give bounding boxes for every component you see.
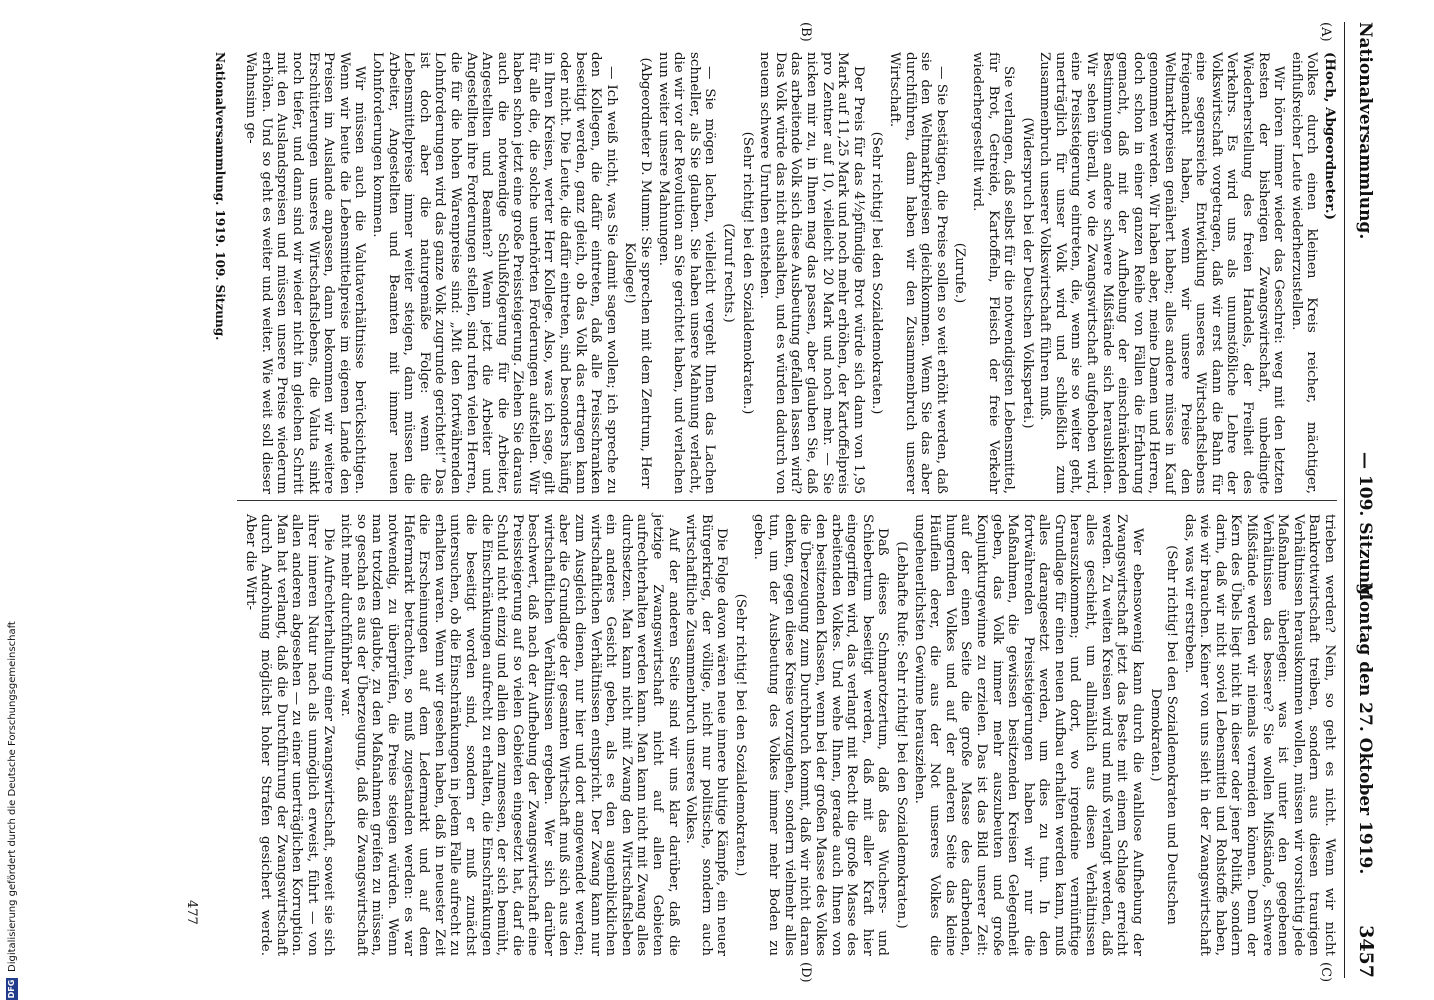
page-number: 3457 <box>1355 925 1377 978</box>
margin-mark-c: (C) <box>1318 962 1333 983</box>
header-rule <box>1344 22 1345 978</box>
paragraph: Wer ebensowenig kann durch die wahllose Aufhebung der Zwangswirtschaft jetzt das Beste mit einem Schlage erreicht werden. Zu weiten Kreisen wird und muß verlangt werden, daß alles geschieht, um allmählich aus diesen Verhältnissen herauszukommen; und dort, wo irgendeine vernünftige Grundlage für einen neuen Aufbau erhalten werden kann, muß alles darangesetzt werden, um dies zu tun. In den fortwährenden Preissteigerungen haben wir nur die Maßnahmen, die gewissen besitzenden Kreisen Gelegenheit geben, das Volk immer mehr auszubeuten und große Konjunkturgewinne zu erzielen. Das ist das Bild unserer Zeit: auf der einen Seite die große Masse des darbenden, hungernden Volkes und auf der anderen Seite das kleine Häuflein derer, die aus der Not unseres Volkes die ungeheuerlichsten Gewinne herausziehen. <box>911 514 1145 956</box>
paragraph: Die Aufrechterhaltung einer Zwangswirtschaft, soweit sie sich ihrer inneren Natur nach als unmöglich erweist, führt — von allen anderen abgesehen — zu einer unerträglichen Korruption. Man hat verlangt, daß die Durchführung der Zwangswirtschaft durch Androhung möglichst hoher Strafen gesichert werde. Aber die Wirt- <box>242 514 336 956</box>
interjection: (Zurufe.) <box>952 242 968 304</box>
interjection: (Abgeordneter D. Mumm: Sie sprechen mit dem Zentrum, Herr Kollege!) <box>622 57 654 489</box>
paragraph: Daß dieses Schmarotzertum, daß das Wuchers- und Schiebertum beseitigt werden, daß mit aller Kraft hier eingegriffen wird, das verlangt mit Recht die große Masse des arbeitenden Volkes. Und wehe Ihnen, gerade auch Ihnen von den besitzenden Klassen, wenn bei der großen Masse des Volkes die Überzeugung zum Durchbruch kommt, daß wir nicht daran denken, gegen diese Kreise vorzugehen, sondern vielmehr alles tun, um der Ausbeutung des Volkes immer mehr Boden zu geben. <box>750 514 891 956</box>
dfg-logo-icon: DFG <box>7 979 16 999</box>
interjection: (Lebhafte Rufe: Sehr richtig! bei den Sozialdemokraten.) <box>893 541 909 929</box>
paragraph: Der Preis für das 4½pfündige Brot würde sich dann von 1,95 Mark auf 11,25 Mark und noch mehr erhöhen, der Kartoffelpreis pro Zentner auf 10, vielleicht 20 Mark und noch mehr. — Sie nicken mir zu, in Ihnen mag das passen, aber glauben Sie, daß das arbeitende Volk sich diese Ausbeutung gefallen lassen wird? Das Volk würde das nicht aushalten, und es würden dadurch von neuem schwere Unruhen entstehen. <box>757 52 866 494</box>
paragraph: trieben werden? Nein, so geht es nicht. Wenn wir nicht Bankrottwirtschaft treiben, sondern aus diesen traurigen Verhältnissen herauskommen wollen, müssen wir vorsichtig jede Maßnahme überlegen: was ist unter den gegebenen Verhältnissen das bessere? Sie wollen Mißstände, schwere Mißstände werden wir niemals vermeiden können. Denn der Kern des Übels liegt nicht in dieser oder jener Politik, sondern darin, daß wir nicht soviel Lebensmittel und Rohstoffe haben, wie wir brauchen. Keiner von uns sieht in der Zwangswirtschaft das, was wir erstreben. <box>1181 514 1337 956</box>
interjection: (Zuruf rechts.) <box>721 223 737 323</box>
paragraph: — Ich weiß nicht, was Sie damit sagen wollen; ich spreche zu den Kollegen, die dafür eintreten, daß alle Preisschranken beseitigt werden, ganz gleich, ob das Volk das ertragen kann oder nicht. Die Leute, die dafür eintreten, sind besonders häufig in Ihren Kreisen, werter Herr Kollege. Also, was ich sage, gilt für alle die, die solche unerhörten Forderungen aufstellen. Wir haben schon jetzt eine große Preissteigerung. Ziehen Sie daraus auch die notwendige Schlußfolgerung für die Arbeiter, Angestellten und Beamten? Wenn jetzt die Arbeiter und Angestellten ihre Forderungen stellen, sind rufen vielen Herren, die für die hohen Warenpreise sind: „Mit den fortwährenden Lohnforderungen wird das ganze Volk zugrunde gerichtet!“ Das ist doch aber die naturgemäße Folge: wenn die Lebensmittelpreise immer weiter steigen, dann müssen die Arbeiter, Angestellten und Beamten mit immer neuen Lohnforderungen kommen. <box>369 52 619 494</box>
page-footer: Nationalversammlung. 1919. 109. Sitzung. <box>213 52 227 341</box>
header-title: Nationalversammlung. <box>1355 22 1375 240</box>
right-column <box>240 514 1337 956</box>
page-header <box>1347 22 1381 978</box>
footer-page-number: 477 <box>184 900 199 925</box>
paragraph: Die Folge davon wären neue innere blutige Kämpfe, ein neuer Bürgerkrieg, der völlige, nicht nur politische, sondern auch wirtschaftliche Zusammenbruch unseres Volkes. <box>683 514 730 956</box>
speaker-line: (Hoch, Abgeordneter.) <box>1322 52 1338 220</box>
paragraph: — Sie bestätigen, die Preise sollen so weit erhöht werden, daß sie den Weltmarktpreisen gleichkommen. Wenn Sie das aber durchführen, dann haben wir den Zusammenbruch unserer Wirtschaft. <box>886 52 949 494</box>
margin-mark-b: (B) <box>798 22 813 42</box>
interjection: (Sehr richtig! bei den Sozialdemokraten.) <box>739 131 755 415</box>
interjection: (Sehr richtig! bei den Sozialdemokraten.) <box>869 131 885 415</box>
sidebar-text: Digitalisierung gefördert durch die Deutsche Forschungsgemeinschaft <box>6 621 18 972</box>
header-session: — 109. Sitzung. <box>1355 452 1375 602</box>
left-column <box>241 52 1337 494</box>
paragraph: Wir müssen auch die Valutaverhältnisse berücksichtigen. Wenn wir heute die Lebensmittelpreise im eigenen Lande den Preisen im Auslande anpassen, dann bekommen wir weitere Erschütterungen unseres Wirtschaftslebens, die Valuta sinkt noch tiefer, und dann sind wir wieder nicht im gleichen Schritt mit den Auslandspreisen und müssen unsere Preise wiederum erhöhen. Und so geht es weiter und weiter. Wie weit soll dieser Wahnsinn ge- <box>243 52 368 494</box>
digitization-sidebar <box>4 600 20 1000</box>
margin-mark-d: (D) <box>798 962 813 983</box>
column-divider <box>237 500 1337 501</box>
interjection: (Sehr richtig! bei den Sozialdemokraten und Deutschen Demokraten.) <box>1148 545 1180 925</box>
paragraph: Sie verlangen, daß selbst für die notwendigsten Lebensmittel, für Brot, Getreide, Kartoffeln, Fleisch der freie Verkehr wiederhergestellt wird. <box>969 52 1017 494</box>
paragraph: Auf der anderen Seite sind wir uns klar darüber, daß die jetzige Zwangswirtschaft nicht auf allen Gebieten aufrechterhalten werden kann. Man kann nicht mit Zwang alles durchsetzen. Man kann nicht mit Zwang den Wirtschaftsleben ein anderes Gesicht geben, als es den augenblicklichen wirtschaftlichen Verhältnissen entspricht. Der Zwang kann nur zum Ausgleich dienen, nur hier und dort angewendet werden; aber die Grundlage der gesamten Wirtschaft muß sich aus den wirtschaftlichen Verhältnissen ergeben. Wer sich darüber beschwert, daß nach der Aufhebung der Zwangswirtschaft eine Preissteigerung auf so vielen Gebieten eingesetzt hat, darf die Schuld nicht einzig und allein dem zumessen, der sich bemüht, die Einschränkungen aufrecht zu erhalten, die Einschränkungen die beseitigt worden sind, sondern er muß zunächst untersuchen, ob die Einschränkungen in jedem Falle aufrecht zu erhalten waren. Wenn wir gesehen haben, daß in neuester Zeit die Erscheinungen auf dem Ledermarkt und auf dem Hafermarkt betrachten, so muß zugestanden werden: es war notwendig, zu überprüfen, die Preise steigen würden. Wenn man trotzdem glaubte, zu den Maßnahmen greifen zu müssen, so geschah es aus der Überzeugung, daß die Zwangswirtschaft nicht mehr durchführbar war. <box>338 514 681 956</box>
header-date: Montag den 27. Oktober 1919. <box>1355 582 1375 875</box>
rotated-page <box>65 0 1385 1000</box>
interjection: (Widerspruch bei der Deutschen Volkspartei.) <box>1019 117 1035 429</box>
paragraph: Wir hören immer wieder das Geschrei: weg mit den letzten Resten der bisherigen Zwangswirtschaft, unbedingte Wiederherstellung des freien Handels, der Freiheit des Verkehrs. Es wird uns als unumstößliche Lehre der Volkswirtschaft vorgetragen, daß wir erst dann die Bahn für eine segensreiche Entwicklung unseres Wirtschaftslebens freigemacht haben, wenn wir unsere Preise den Weltmarktpreisen genähert haben; alles andere müsse in Kauf genommen werden. Wir haben aber, meine Damen und Herren, doch schon in einer ganzen Reihe von Fällen die Erfahrung gemacht, daß mit der Aufhebung der einschränkenden Bestimmungen andere schwere Mißstände sich herausbilden. Wir sehen überall, wo die Zwangswirtschaft aufgehoben wird, eine Preissteigerung eintreten, die, wenn sie so weiter geht, unerträglich für unser Volk wird und schließlich zum Zusammenbruch unserer Volkswirtschaft führen muß. <box>1037 52 1287 494</box>
paragraph: Volkes durch einen kleinen Kreis reicher, mächtiger, einflußreicher Leute wiederherzustellen. <box>1288 52 1320 494</box>
paragraph: — Sie mögen lachen, vielleicht vergeht Ihnen das Lachen schneller, als Sie glauben. Sie haben unsere Mahnung verlacht, die wir vor der Revolution an Sie gerichtet haben, und verlachen nun weiter unsere Mahnungen. <box>655 52 718 494</box>
interjection: (Sehr richtig! bei den Sozialdemokraten.) <box>733 593 749 877</box>
margin-mark-a: (A) <box>1318 22 1333 42</box>
